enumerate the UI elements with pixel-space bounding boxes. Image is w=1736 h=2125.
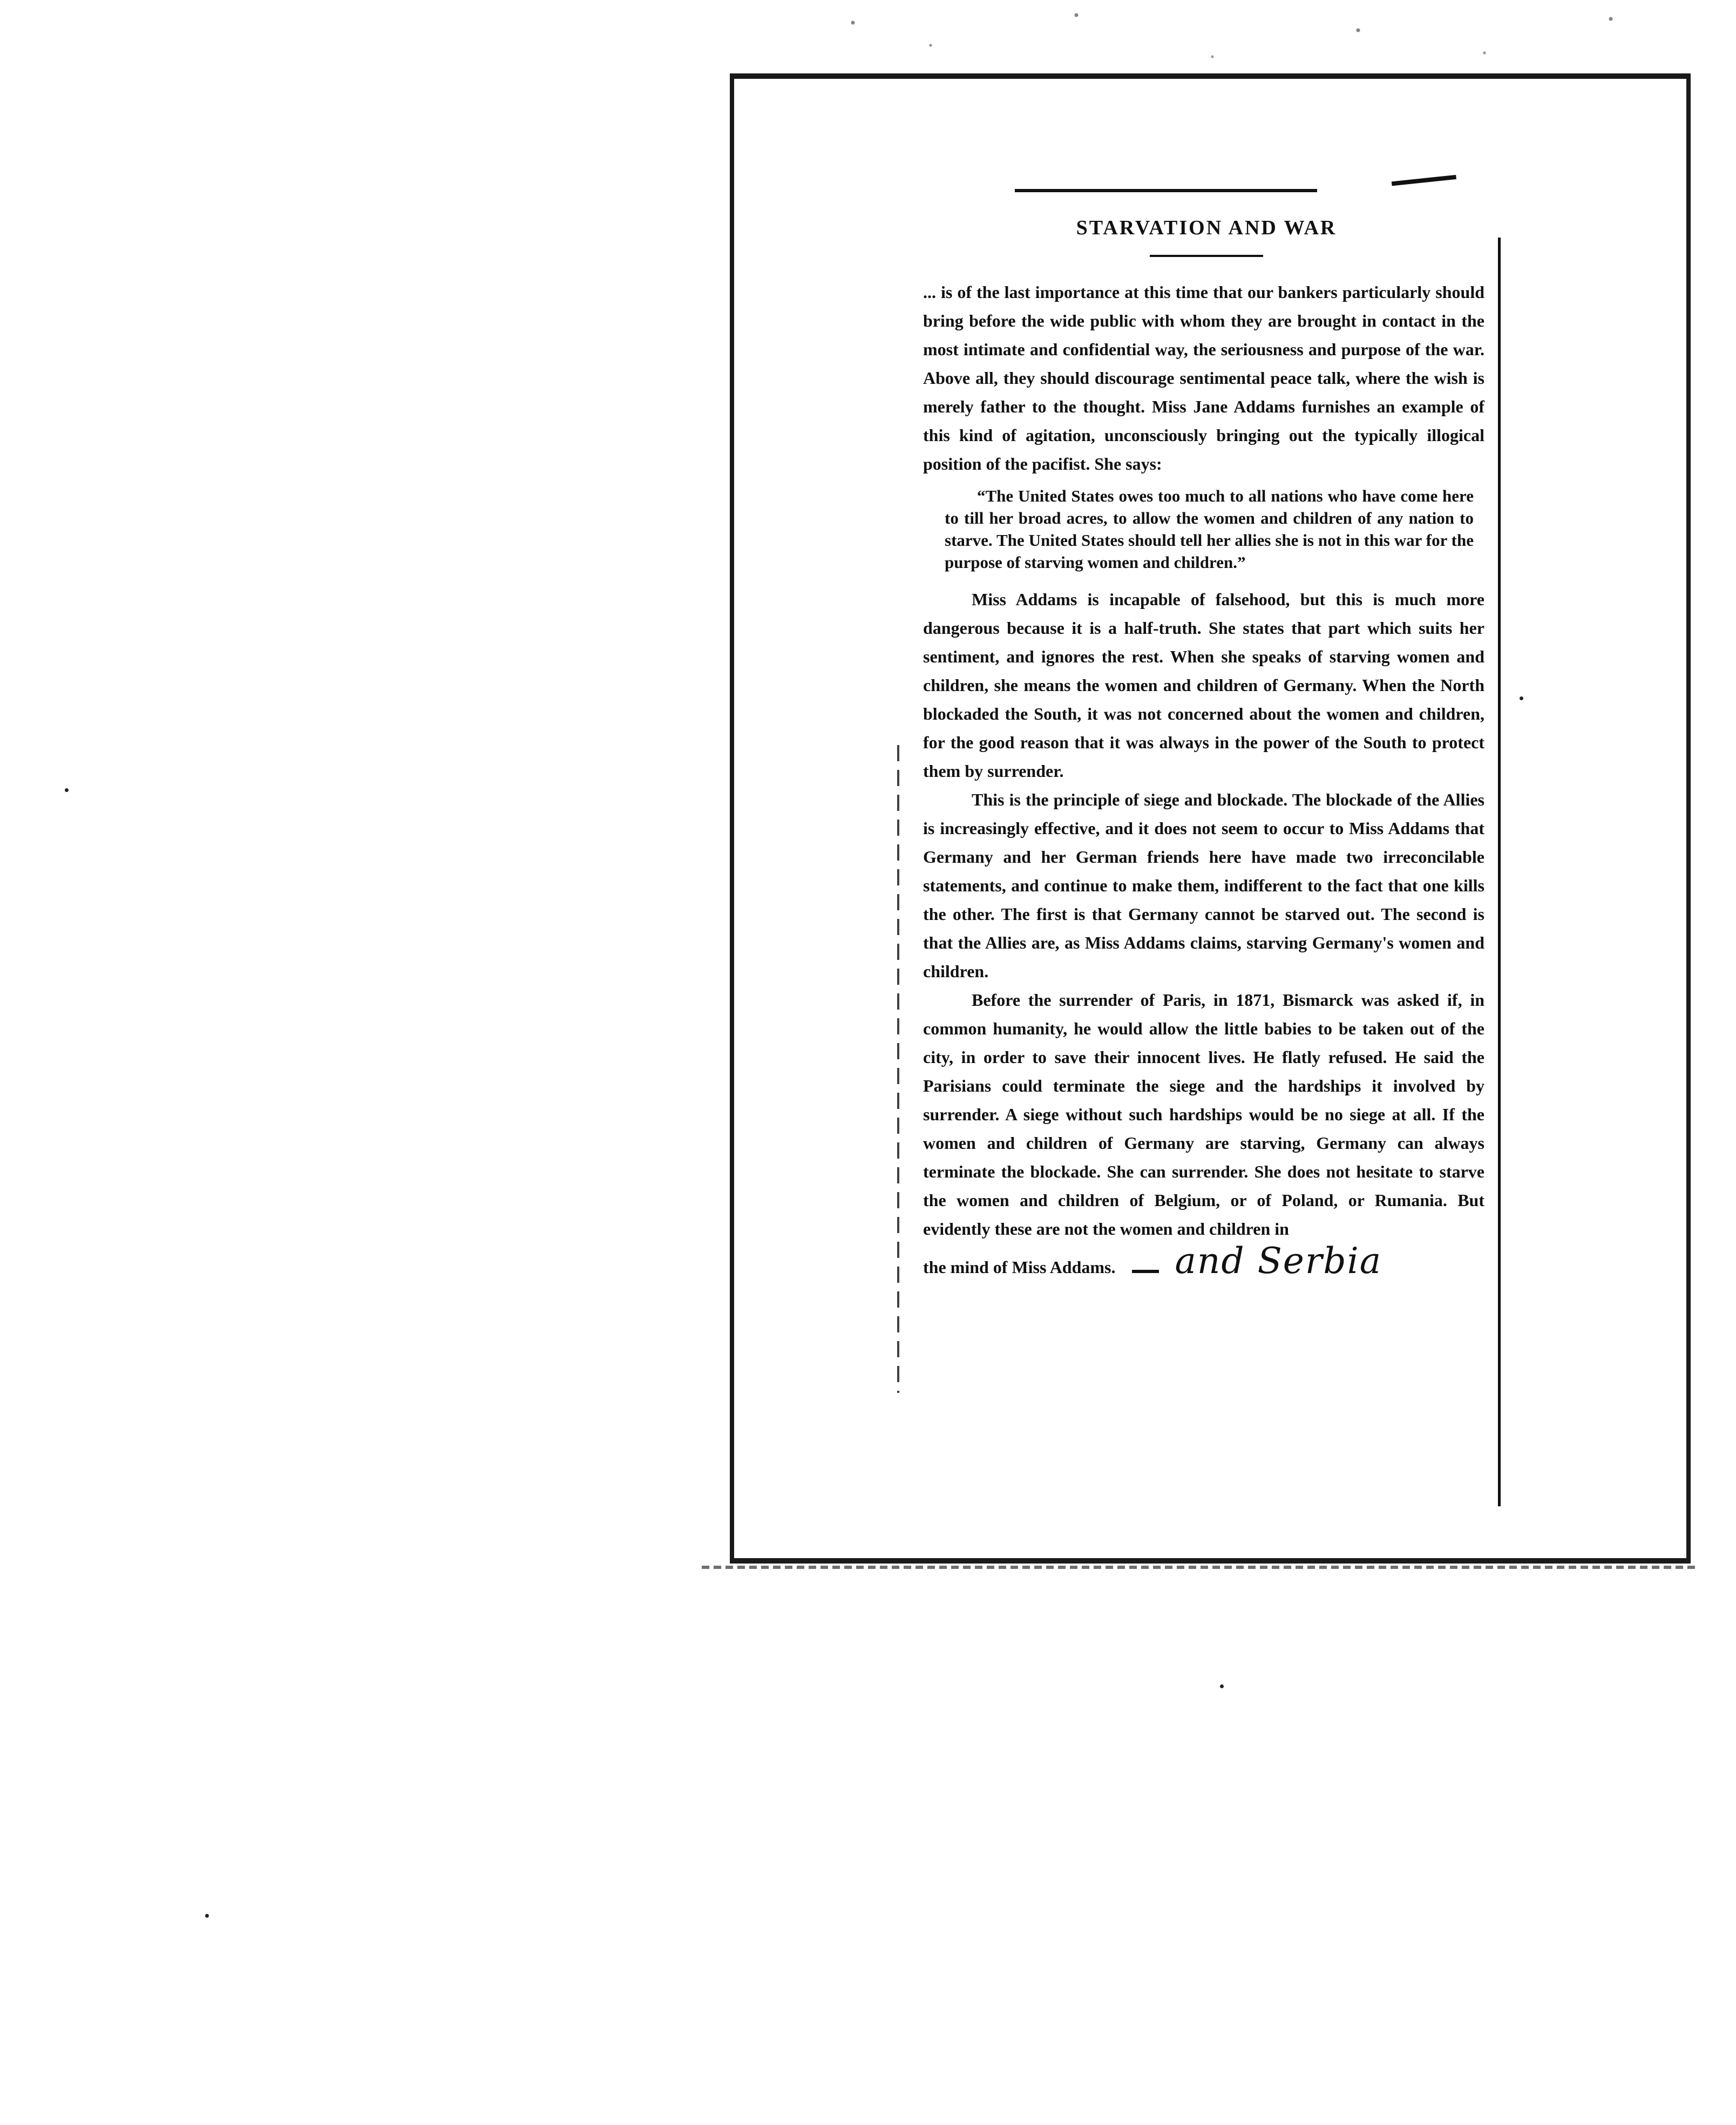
- headline-rule: [1150, 255, 1263, 257]
- mount-bottom-edge: [702, 1566, 1695, 1569]
- headline: STARVATION AND WAR: [1076, 216, 1337, 239]
- block-quote: [945, 485, 1474, 573]
- top-rule: [1015, 189, 1317, 192]
- top-mark: [1392, 175, 1459, 207]
- paragraph-2: Miss Addams is incapable of falsehood, but this is much more dangerous because it is a half-truth. She states that part which suits her sentiment, and ignores the rest. When she speaks of starving women and children, she means the women and children of Germany. When the North blockaded the South, it was not concerned about the women and children, for the good reason that it was always in the power of the South to protect them by surrender.: [923, 590, 1484, 781]
- closing-text: the mind of Miss Addams.: [923, 1257, 1116, 1277]
- scan-speck: [65, 788, 69, 792]
- scan-speck: [1220, 1684, 1224, 1688]
- column-rule-left: [897, 745, 899, 1393]
- handwritten-note: and Serbia: [1175, 1240, 1382, 1282]
- scan-speck: [205, 1914, 209, 1918]
- handwritten-dash: [1132, 1270, 1159, 1273]
- scan-speckle: [756, 0, 1727, 76]
- column-rule-right: [1498, 238, 1501, 1506]
- paragraph-4: Before the surrender of Paris, in 1871, Bismarck was asked if, in common humanity, he would allow the little babies to be taken out of the city, in order to save their innocent lives. He flatly refused. He said the Parisians could terminate the siege and the hardships it involved by surrender. A siege without such hardships would be no siege at all. If the women and children of Germany are starving, Germany can always terminate the blockade. She can surrender. She does not hesitate to starve the women and children of Belgium, or of Poland, or Rumania. But evidently these are not the women and children in: [923, 990, 1484, 1239]
- newspaper-clipping: [907, 178, 1506, 1501]
- article-body: [923, 278, 1484, 1282]
- paragraph-1: ... is of the last importance at this time that our bankers particularly should bring before the wide public with whom they are brought in contact in the most intimate and confidential way, the seriousness and purpose of the war. Above all, they should discourage sentimental peace talk, where the wish is merely father to the thought. Miss Jane Addams furnishes an example of this kind of agitation, unconsciously bringing out the typically illogical position of the pacifist. She says:: [923, 282, 1484, 473]
- closing-line: [923, 1240, 1484, 1282]
- quote-text: “The United States owes too much to all nations who have come here to till her broad acres, to allow the women and children of any nation to starve. The United States should tell her allies she is not in this war for the purpose of starving women and children.”: [945, 486, 1474, 572]
- scan-speck: [1520, 696, 1523, 700]
- paragraph-3: This is the principle of siege and blockade. The blockade of the Allies is increasingly effective, and it does not seem to occur to Miss Addams that Germany and her German friends here have made two irreconcilable statements, and continue to make them, indifferent to the fact that one kills the other. The first is that Germany cannot be starved out. The second is that the Allies are, as Miss Addams claims, starving Germany's women and children.: [923, 790, 1484, 981]
